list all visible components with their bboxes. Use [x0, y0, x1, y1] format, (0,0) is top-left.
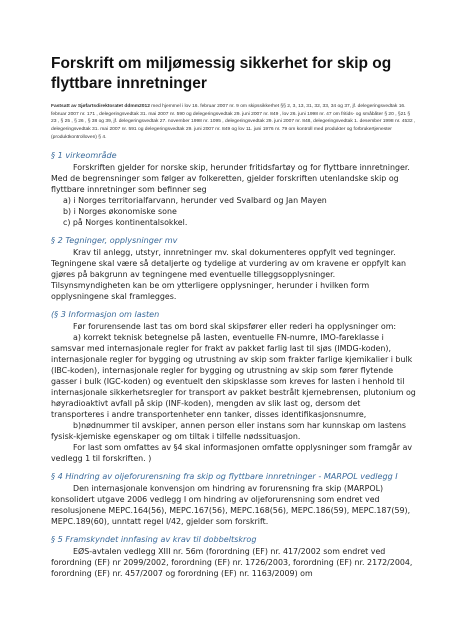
document-title: Forskrift om miljømessig sikkerhet for skip og flyttbare innretninger	[51, 55, 392, 92]
section-heading: § 1 virkeområde	[51, 149, 117, 160]
section-paragraph: Forskriften gjelder for norske skip, herunder fritidsfartøy og for flyttbare innretninger. Med de begrensninger som følger av folkeretten, gjelder forskriften utenlandske skip og flyttbare innretninger som befinner seg	[51, 162, 410, 194]
section-paragraph: Krav til anlegg, utstyr, innretninger mv. skal dokumenteres oppfylt ved tegninger. Tegningene skal være så detaljerte og tydelige at vurdering av om kravene er oppfylt kan gjøres på bakgrunn av tegningene med eventuelle tilleggsopplysninger. Tilsynsmyndigheten kan be om ytterligere opplysninger, herunder i hvilken form opplysningene skal framlegges.	[51, 247, 407, 301]
list-item: a) i Norges territorialfarvann, herunder ved Svalbard og Jan Mayen	[63, 195, 327, 205]
preamble	[51, 103, 416, 142]
section-paragraph: Før forurensende last tas om bord skal skipsfører eller rederi ha opplysninger om:	[73, 321, 397, 331]
section-paragraph: EØS-avtalen vedlegg XIII nr. 56m (forordning (EF) nr. 417/2002 som endret ved forordning (EF) nr 2099/2002, forordning (EF) nr. 1726/2003, forordning (EF) nr. 2172/2004, forordning (EF) nr. 457/2007 og forordning (EF) nr. 1163/2009) om	[51, 546, 413, 578]
section-heading: § 2 Tegninger, opplysninger mv	[51, 234, 178, 245]
list-item: c) på Norges kontinentalsokkel.	[63, 217, 188, 227]
section-heading: § 5 Framskyndet innfasing av krav til dobbeltskrog	[51, 533, 257, 544]
preamble-lead: Fastsatt av Sjøfartsdirektoratet ddmm2012	[51, 104, 150, 109]
list-item: b) i Norges økonomiske sone	[63, 206, 177, 216]
section-paragraph: For last som omfattes av §4 skal informasjonen omfatte opplysninger som framgår av vedlegg 1 til forskriften. )	[51, 442, 413, 463]
section-1	[51, 150, 416, 228]
section-2	[51, 235, 416, 302]
section-paragraph: a) korrekt teknisk betegnelse på lasten, eventuelle FN-numre, IMO-fareklasse i samsvar med internasjonale regler for frakt av pakket farlig last til sjøs (IMDG-koden), internasjonale regler for bygging og utrustning av skip som frakter farlige kjemikalier i bulk (IBC-koden), internasjonale regler for bygging og utrustning av skip som fører flytende gasser i bulk (IGC-koden) og eventuelt den skipsklasse som kreves for lasten i henhold til internasjonale sikkerhetsregler for transport av pakket bestrålt kjernebrensen, plutonium og høyradioaktivt avfall på skip (INF-koden), mengden av slik last og, dersom det transporteres i andre transportenheter enn tanker, disses identifikasjonsnumre,	[51, 332, 416, 419]
item-list	[51, 195, 416, 228]
section-paragraph: b)nødnummer til avskiper, annen person eller instans som har kunnskap om lastens fysisk-kjemiske egenskaper og om tiltak i tilfelle nødssituasjon.	[51, 420, 407, 441]
section-paragraph: Den internasjonale konvensjon om hindring av forurensning fra skip (MARPOL) konsolidert utgave 2006 vedlegg I om hindring av oljeforurensning som endret ved resolusjonene MEPC.164(56), MEPC.167(56), MEPC.168(56), MEPC.186(59), MEPC.187(59), MEPC.189(60), unntatt regel I/42, gjelder som forskrift.	[51, 483, 411, 526]
section-3	[51, 309, 416, 464]
section-heading: § 4 Hindring av oljeforurensning fra skip og flyttbare innretninger - MARPOL vedlegg I	[51, 470, 398, 481]
section-heading: (§ 3 Informasjon om lasten	[51, 308, 160, 319]
document-page	[51, 54, 416, 579]
preamble-text: med hjemmel i lov 16. februar 2007 nr. 9 om skipssikkerhet §§ 2, 3, 13, 31, 32, 33, 34 og 37, jf. delegeringsvedtak 16. februar 2007 nr. 171 , delegeringsvedtak 31. mai 2007 nr. 590 og delegeringsvedtak 29. juni 2007 nr. 849 , lov 26. juni 1998 nr. 47 om fritids- og småbåter § 20 , §21 § 23 , § 25 , § 26 , § 38 og 39, jf. delegeringsvedtak 27. november 1998 nr. 1095 , delegeringsvedtak 29. juni 2007 nr. 848, delegeringsvedtak 1. desember 1998 nr. 4532 , delegeringsvedtak 31. mai 2007 nr. 591 og delegeringsvedtak 29. juni 2007 nr. 849 og lov 11. juni 1976 nr. 79 om kontroll med produkter og forbrukertjenester (produktkontrolloven) § 4.	[51, 104, 416, 140]
section-5	[51, 534, 416, 579]
section-4	[51, 471, 416, 527]
